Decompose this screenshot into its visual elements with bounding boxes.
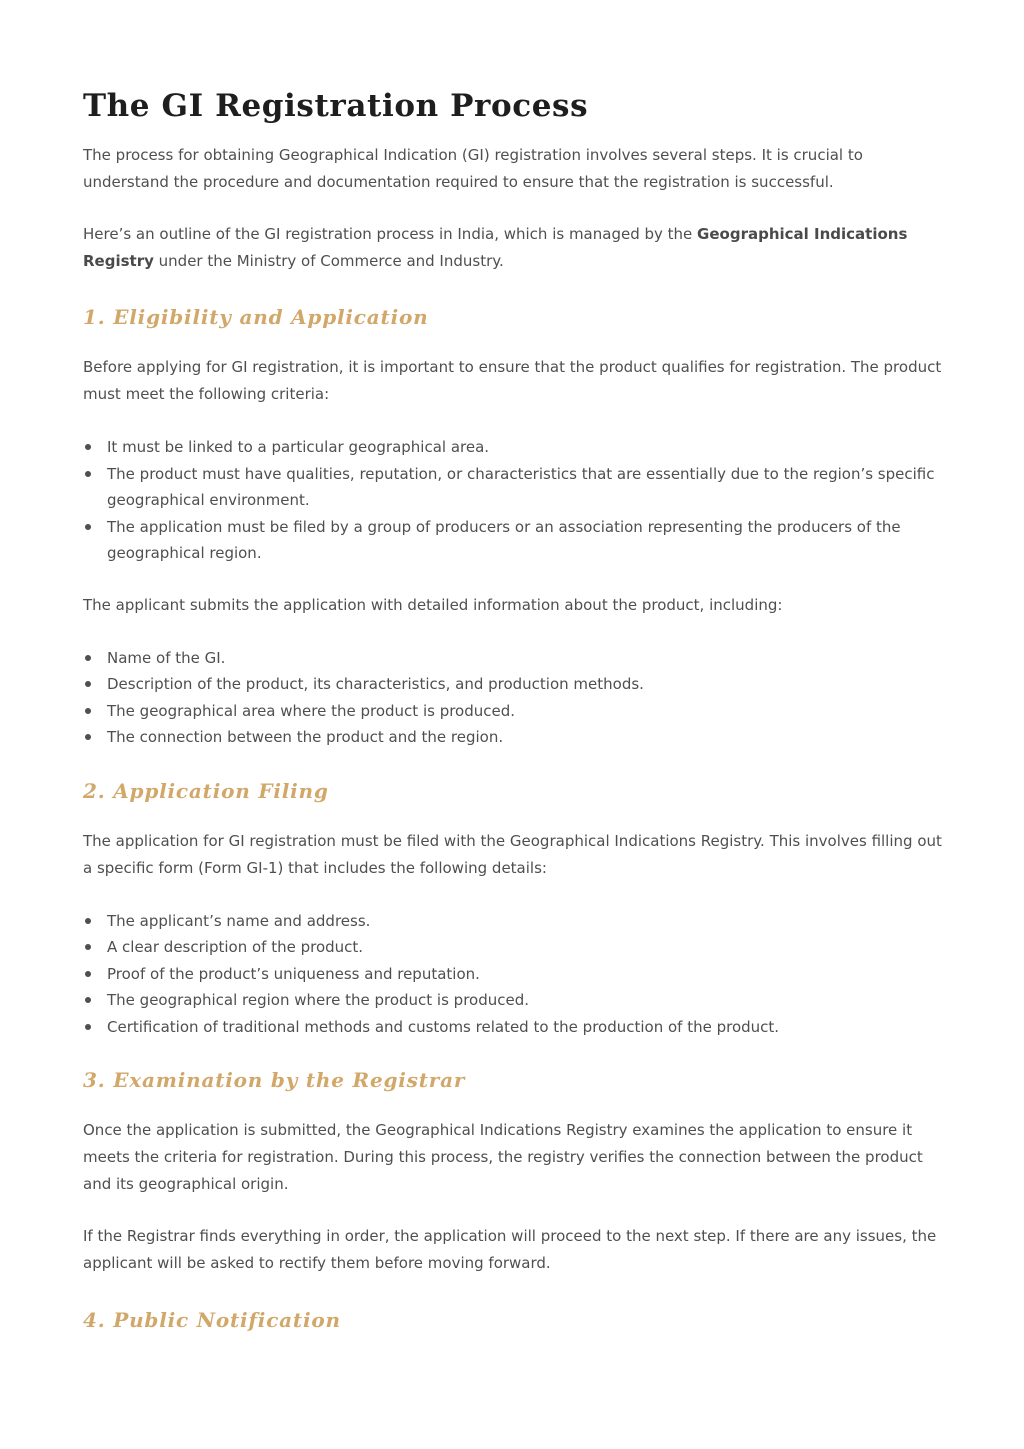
- list-item: A clear description of the product.: [83, 934, 943, 961]
- list-item: The connection between the product and the region.: [83, 724, 943, 751]
- section-paragraph: Before applying for GI registration, it is important to ensure that the product qualifies for registration. The product must meet the following criteria:: [83, 358, 942, 403]
- list-item: The product must have qualities, reputation, or characteristics that are essentially due to the region’s specific geographical environment.: [83, 461, 943, 514]
- bullet-icon: [85, 524, 91, 530]
- details-list: [83, 645, 943, 751]
- list-item: It must be linked to a particular geographical area.: [83, 434, 943, 461]
- list-item: The application must be filed by a group of producers or an association representing the producers of the geographical region.: [83, 514, 943, 567]
- registry-name: Geographical Indications Registry: [83, 225, 908, 270]
- section-paragraph: The application for GI registration must be filed with the Geographical Indications Registry. This involves filling out a specific form (Form GI-1) that includes the following details:: [83, 831, 942, 877]
- intro-text-after: under the Ministry of Commerce and Industry.: [153, 252, 504, 270]
- list-item: The geographical region where the product is produced.: [83, 987, 943, 1014]
- intro-paragraph-registry: [83, 221, 943, 275]
- form-details-list: [83, 908, 943, 1041]
- bullet-icon: [85, 997, 91, 1003]
- bullet-icon: [85, 708, 91, 714]
- intro-text-before: Here’s an outline of the GI registration process in India, which is managed by the: [83, 225, 698, 243]
- bullet-icon: [85, 1024, 91, 1030]
- page-title: The GI Registration Process: [83, 88, 589, 124]
- list-item: The applicant’s name and address.: [83, 908, 943, 935]
- section-paragraph: The applicant submits the application with detailed information about the product, including:: [83, 595, 783, 614]
- bullet-icon: [85, 655, 91, 661]
- article: [83, 82, 943, 1335]
- section-heading-public-notification: 4. Public Notification: [83, 1308, 341, 1332]
- section-heading-eligibility: 1. Eligibility and Application: [83, 305, 429, 329]
- intro-paragraph: The process for obtaining Geographical Indication (GI) registration involves several steps. It is crucial to understand the procedure and documentation required to ensure that the registration is successful.: [83, 146, 863, 191]
- list-item: Name of the GI.: [83, 645, 943, 672]
- bullet-icon: [85, 734, 91, 740]
- bullet-icon: [85, 944, 91, 950]
- bullet-icon: [85, 681, 91, 687]
- criteria-list: [83, 434, 943, 567]
- section-paragraph: If the Registrar finds everything in order, the application will proceed to the next step. If there are any issues, the applicant will be asked to rectify them before moving forward.: [83, 1227, 937, 1272]
- section-heading-examination: 3. Examination by the Registrar: [83, 1068, 466, 1092]
- bullet-icon: [85, 971, 91, 977]
- section-heading-filing: 2. Application Filing: [83, 778, 329, 803]
- list-item: The geographical area where the product is produced.: [83, 698, 943, 725]
- list-item: Proof of the product’s uniqueness and reputation.: [83, 961, 943, 988]
- section-paragraph: Once the application is submitted, the Geographical Indications Registry examines the application to ensure it meets the criteria for registration. During this process, the registry verifies the connection between the product and its geographical origin.: [83, 1121, 923, 1193]
- list-item: Certification of traditional methods and customs related to the production of the product.: [83, 1014, 943, 1041]
- list-item: Description of the product, its characteristics, and production methods.: [83, 671, 943, 698]
- bullet-icon: [85, 444, 91, 450]
- bullet-icon: [85, 471, 91, 477]
- bullet-icon: [85, 918, 91, 924]
